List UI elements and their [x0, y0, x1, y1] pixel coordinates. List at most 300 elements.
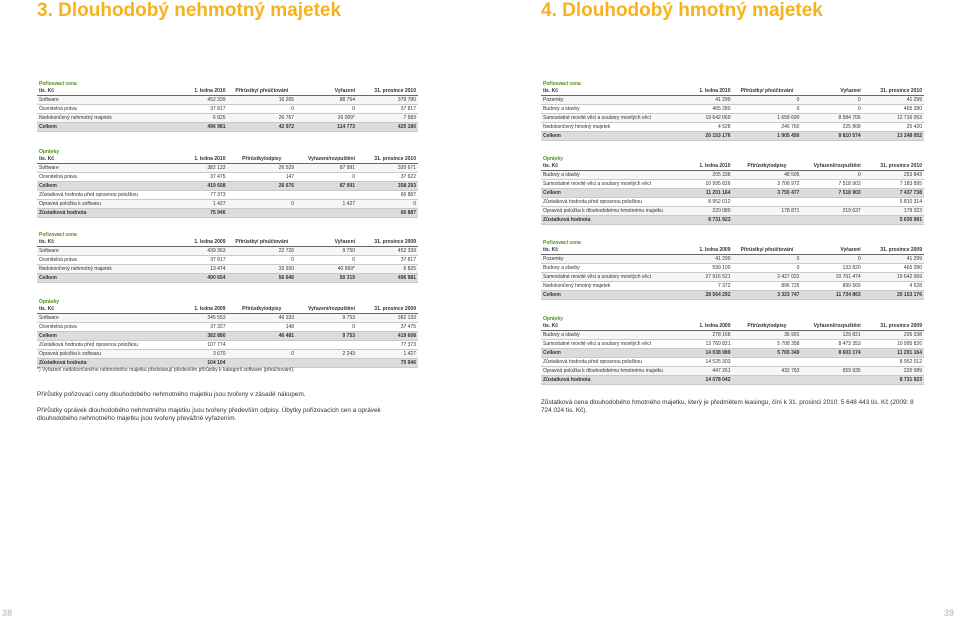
row-value: 382 880 [174, 332, 227, 341]
row-value: 40 569* [296, 265, 357, 274]
total-value [227, 209, 296, 218]
footnote: *) Vyřazení nedokončeného nehmotného majetku představují především přírůstky k kategorii software (přeúčtování). [37, 367, 295, 373]
row-value: 41 299 [679, 96, 733, 105]
header-spacer [296, 81, 357, 88]
row-value: 0 [733, 96, 802, 105]
row-value: 253 843 [863, 171, 924, 180]
row-value: 2 427 022 [733, 273, 802, 282]
table-row [37, 323, 418, 332]
left-paragraph-2: Přírůstky oprávek dlouhodobého nehmotného majetku jsou tvořeny především odpisy. Úbytky pořizovacích cen a oprávek dlouhodobého nehmotného majetku jsou tvořeny převážně vyřazením. [37, 407, 381, 422]
total-value [801, 216, 862, 225]
unit-label: tis. Kč [37, 306, 174, 314]
column-header: Vyřazení [296, 88, 357, 96]
column-header: 1. ledna 2009 [679, 323, 733, 331]
row-value: 0 [801, 171, 862, 180]
row-label: Budovy a stavby [541, 105, 679, 114]
header-spacer [733, 81, 802, 88]
header-spacer [679, 156, 733, 163]
total-label: Celkem [541, 291, 679, 300]
row-value: 179 323 [863, 207, 924, 216]
row-value [227, 191, 296, 200]
table-row [37, 350, 418, 359]
row-value: 0 [227, 256, 296, 265]
row-value: 4 528 [679, 123, 733, 132]
header-spacer [227, 149, 296, 156]
row-value: 1 427 [174, 200, 227, 209]
row-value: 37 475 [174, 173, 227, 182]
row-value: 3 706 972 [733, 180, 802, 189]
row-value: 205 338 [679, 171, 733, 180]
column-header: 31. prosince 2010 [357, 88, 418, 96]
total-value: 8 731 923 [863, 376, 924, 385]
table-row [541, 123, 924, 132]
row-value: 0 [357, 200, 418, 209]
row-value: 452 339 [174, 96, 227, 105]
total-label: Celkem [37, 274, 174, 283]
row-label: Software [37, 164, 174, 173]
total-value: 50 319 [296, 274, 357, 283]
row-value: 87 991 [296, 164, 357, 173]
column-header: 1. ledna 2010 [174, 88, 227, 96]
table-row [541, 349, 924, 358]
column-header: Vyřazení [296, 239, 357, 247]
row-value: 1 658 690 [733, 114, 802, 123]
row-value: 3 670 [174, 350, 227, 359]
row-value: 899 569 [801, 282, 862, 291]
row-label: Celkem [37, 332, 174, 341]
row-value: 278 168 [679, 331, 733, 340]
total-value: 20 153 176 [679, 132, 733, 141]
total-label: Zůstatková hodnota [541, 376, 679, 385]
total-value: 1 905 450 [733, 132, 802, 141]
intangible-adjustments-2009-table [37, 299, 418, 368]
header-spacer [296, 299, 357, 306]
row-value: 5 708 358 [733, 340, 802, 349]
header-spacer [863, 81, 924, 88]
column-header: Přírůstky/ přeúčtování [733, 88, 802, 96]
row-value: 1 427 [296, 200, 357, 209]
row-value: 0 [296, 173, 357, 182]
column-header: 1. ledna 2009 [174, 306, 227, 314]
page-number-left: 38 [2, 608, 13, 618]
row-value: 10 995 826 [679, 180, 733, 189]
total-row [541, 132, 924, 141]
table-row [541, 180, 924, 189]
column-header: Přírůstky/ přeúčtování [227, 88, 296, 96]
row-label: Zůstatková hodnota před opravnou položkou [541, 198, 679, 207]
row-value: 6 825 [174, 114, 227, 123]
row-label: Celkem [37, 182, 174, 191]
header-spacer [296, 149, 357, 156]
row-value: 0 [296, 323, 357, 332]
table-row [541, 96, 924, 105]
row-label: Pozemky [541, 96, 679, 105]
row-value: 8 952 012 [863, 358, 924, 367]
row-value: 0 [733, 264, 802, 273]
row-value: 27 916 521 [679, 273, 733, 282]
total-value [296, 209, 357, 218]
row-value: 1 427 [357, 350, 418, 359]
table-row [541, 367, 924, 376]
row-value: 465 280 [679, 105, 733, 114]
row-value: 5 810 314 [863, 198, 924, 207]
tangible-cost-2009-table [541, 240, 924, 300]
table-row [541, 189, 924, 198]
right-paragraph-1: Zůstatková cena dlouhodobého hmotného majetku, který je předmětem leasingu, činí k 31. prosinci 2010: 5 648 443 tis. Kč (2009: 8 724 024 tis. Kč). [541, 399, 914, 414]
row-value: 205 338 [863, 331, 924, 340]
row-value: 220 089 [679, 207, 733, 216]
row-value: 37 817 [357, 105, 418, 114]
right-page-heading: 4. Dlouhodobý hmotný majetek [541, 0, 823, 21]
row-label: Ocenitelná práva [37, 173, 174, 182]
row-label: Celkem [541, 349, 679, 358]
unit-label: tis. Kč [541, 88, 679, 96]
table-row [37, 332, 418, 341]
row-value: 419 608 [357, 332, 418, 341]
table-row [37, 114, 418, 123]
column-header: Přírůstky/ přeúčtování [733, 247, 802, 255]
row-value: 148 [227, 323, 296, 332]
row-value: 419 608 [174, 182, 227, 191]
row-value: 659 935 [801, 367, 862, 376]
intangible-adjustments-2010-table [37, 149, 418, 218]
tangible-cost-2010-table [541, 81, 924, 141]
column-header: Vyřazení/rozpuštění [296, 156, 357, 164]
row-value: 0 [801, 105, 862, 114]
row-value: 465 280 [863, 105, 924, 114]
unit-label: tis. Kč [541, 323, 679, 331]
total-value: 5 630 991 [863, 216, 924, 225]
row-value: 26 009* [296, 114, 357, 123]
row-label: Nedokončený nehmotný majetek [37, 114, 174, 123]
column-header: 31. prosince 2010 [357, 156, 418, 164]
row-value: 26 767 [227, 114, 296, 123]
total-row [37, 209, 418, 218]
total-row [37, 123, 418, 132]
row-value: 8 473 353 [801, 340, 862, 349]
row-value: 14 038 989 [679, 349, 733, 358]
column-header: Přírůstky/odpisy [733, 323, 802, 331]
total-label: Celkem [37, 123, 174, 132]
total-value: 28 564 292 [679, 291, 733, 300]
column-header: 31. prosince 2009 [357, 306, 418, 314]
row-value: 220 089 [863, 367, 924, 376]
row-value: 10 995 826 [863, 340, 924, 349]
table-title: Oprávky [541, 316, 679, 323]
row-value: 0 [801, 96, 862, 105]
row-value: 599 100 [679, 264, 733, 273]
row-value: 382 133 [174, 164, 227, 173]
unit-label: tis. Kč [37, 88, 174, 96]
row-value: 11 201 164 [863, 349, 924, 358]
row-value: 37 327 [174, 323, 227, 332]
total-row [37, 274, 418, 283]
row-value: 41 299 [863, 255, 924, 264]
table-title: Oprávky [37, 149, 174, 156]
row-value [801, 358, 862, 367]
header-spacer [357, 149, 418, 156]
total-value: 3 323 747 [733, 291, 802, 300]
row-value: 19 642 069 [863, 273, 924, 282]
row-value: 7 583 [357, 114, 418, 123]
row-value: 36 991 [733, 331, 802, 340]
row-value: 178 871 [733, 207, 802, 216]
total-value: 13 248 052 [863, 132, 924, 141]
row-value: 46 333 [227, 314, 296, 323]
table-title: Oprávky [541, 156, 679, 163]
header-spacer [801, 81, 862, 88]
total-label: Celkem [541, 132, 679, 141]
row-label: Opravná položka k dlouhodobému hmotnému majetku [541, 207, 679, 216]
header-spacer [679, 81, 733, 88]
column-header: Přírůstky/odpisy [227, 156, 296, 164]
table-row [541, 358, 924, 367]
row-label: Opravná položka k softwaru [37, 350, 174, 359]
row-label: Celkem [541, 189, 679, 198]
row-value: 26 676 [227, 182, 296, 191]
column-header: Vyřazení/rozpuštění [801, 163, 862, 171]
table-row [37, 341, 418, 350]
row-label: Samostatné movité věci a soubory movitých věcí [541, 273, 679, 282]
header-spacer [227, 81, 296, 88]
header-spacer [733, 156, 802, 163]
table-row [541, 282, 924, 291]
row-value: 133 820 [801, 264, 862, 273]
row-label: Pozemky [541, 255, 679, 264]
row-value: 9 753 [296, 314, 357, 323]
table-row [37, 164, 418, 173]
row-value: 0 [227, 350, 296, 359]
row-value: 447 261 [679, 367, 733, 376]
total-value: 66 887 [357, 209, 418, 218]
row-value: 25 420 [863, 123, 924, 132]
row-value: 0 [296, 105, 357, 114]
row-label: Budovy a stavby [541, 331, 679, 340]
total-value: 75 946 [174, 209, 227, 218]
table-title: Pořizovací cena [37, 81, 174, 88]
header-spacer [863, 156, 924, 163]
tangible-adjustments-2009-table [541, 316, 924, 385]
column-header: Vyřazení/rozpuštění [801, 323, 862, 331]
row-value: 13 760 821 [679, 340, 733, 349]
header-spacer [174, 232, 227, 239]
column-header: Vyřazení [801, 88, 862, 96]
total-value: 8 731 923 [679, 216, 733, 225]
total-value: 20 153 176 [863, 291, 924, 300]
row-value [733, 358, 802, 367]
row-value: 5 765 349 [733, 349, 802, 358]
total-value: 104 104 [174, 359, 227, 368]
row-value: 3 755 477 [733, 189, 802, 198]
table-title: Oprávky [37, 299, 174, 306]
page-number-right: 39 [944, 608, 955, 618]
table-row [541, 255, 924, 264]
row-value: 37 817 [174, 105, 227, 114]
row-value: 129 821 [801, 331, 862, 340]
column-header: 31. prosince 2009 [863, 247, 924, 255]
total-row [541, 376, 924, 385]
row-value: 10 701 474 [801, 273, 862, 282]
unit-label: tis. Kč [37, 156, 174, 164]
row-value: 246 760 [733, 123, 802, 132]
row-value: 7 372 [679, 282, 733, 291]
row-value [227, 341, 296, 350]
row-value: 0 [296, 256, 357, 265]
table-row [541, 171, 924, 180]
table-row [37, 96, 418, 105]
row-value: 77 373 [357, 341, 418, 350]
row-value [801, 198, 862, 207]
row-value: 66 887 [357, 191, 418, 200]
row-value: 0 [733, 105, 802, 114]
row-value: 7 183 895 [863, 180, 924, 189]
row-value: 2 243 [296, 350, 357, 359]
table-row [541, 198, 924, 207]
row-label: Samostatné movité věci a soubory movitých věcí [541, 114, 679, 123]
header-spacer [679, 240, 733, 247]
row-value: 8 952 012 [679, 198, 733, 207]
row-value: 37 817 [357, 256, 418, 265]
row-value: 452 339 [357, 247, 418, 256]
row-value: 379 780 [357, 96, 418, 105]
table-row [37, 182, 418, 191]
unit-label: tis. Kč [541, 247, 679, 255]
row-value: 8 603 174 [801, 349, 862, 358]
row-value: 382 133 [357, 314, 418, 323]
row-value: 77 373 [174, 191, 227, 200]
total-value: 490 654 [174, 274, 227, 283]
total-value: 425 180 [357, 123, 418, 132]
row-label: Ocenitelná práva [37, 105, 174, 114]
header-spacer [296, 232, 357, 239]
table-row [541, 114, 924, 123]
header-spacer [174, 299, 227, 306]
total-label: Zůstatková hodnota [37, 359, 174, 368]
row-value: 9 750 [296, 247, 357, 256]
column-header: Vyřazení [801, 247, 862, 255]
row-value: 16 205 [227, 96, 296, 105]
tangible-adjustments-2010-table [541, 156, 924, 225]
row-value: 0 [227, 200, 296, 209]
row-label: Samostatné movité věci a soubory movitých věcí [541, 340, 679, 349]
row-value: 219 637 [801, 207, 862, 216]
total-value: 56 646 [227, 274, 296, 283]
header-spacer [801, 316, 862, 323]
row-label: Zůstatková hodnota před opravnou položkou [541, 358, 679, 367]
left-paragraph-1: Přírůstky pořizovací ceny dlouhodobého nehmotného majetku jsou tvořeny v zásadě nákupem. [37, 391, 306, 398]
total-value: 11 734 863 [801, 291, 862, 300]
row-value [296, 191, 357, 200]
column-header: 31. prosince 2010 [863, 88, 924, 96]
row-value: 4 528 [863, 282, 924, 291]
row-value: 432 763 [733, 367, 802, 376]
column-header: 1. ledna 2010 [174, 156, 227, 164]
row-value: 107 774 [174, 341, 227, 350]
row-value: 7 518 903 [801, 189, 862, 198]
column-header: 31. prosince 2009 [863, 323, 924, 331]
row-value: 345 553 [174, 314, 227, 323]
table-row [37, 173, 418, 182]
table-row [541, 207, 924, 216]
table-row [37, 256, 418, 265]
row-label: Nedokončený hmotný majetek [541, 123, 679, 132]
row-value: 6 825 [357, 265, 418, 274]
row-value: 12 716 053 [863, 114, 924, 123]
row-value: 48 505 [733, 171, 802, 180]
row-value: 22 726 [227, 247, 296, 256]
total-value: 496 981 [174, 123, 227, 132]
row-value: 87 991 [296, 182, 357, 191]
row-value: 147 [227, 173, 296, 182]
row-value: 37 475 [357, 323, 418, 332]
row-value: 41 299 [863, 96, 924, 105]
intangible-cost-2010-table [37, 81, 418, 132]
header-spacer [733, 316, 802, 323]
table-row [37, 105, 418, 114]
table-title: Pořizovací cena [541, 240, 679, 247]
header-spacer [227, 232, 296, 239]
row-label: Software [37, 96, 174, 105]
intangible-cost-2009-table [37, 232, 418, 283]
header-spacer [801, 240, 862, 247]
total-value: 42 972 [227, 123, 296, 132]
row-label: Budovy a stavby [541, 264, 679, 273]
row-label: Software [37, 247, 174, 256]
table-title: Pořizovací cena [37, 232, 174, 239]
row-label: Nedokončený nehmotný majetek [37, 265, 174, 274]
header-spacer [357, 299, 418, 306]
left-page-heading: 3. Dlouhodobý nehmotný majetek [37, 0, 342, 21]
row-value: 320 671 [357, 164, 418, 173]
header-spacer [174, 81, 227, 88]
row-value: 19 642 069 [679, 114, 733, 123]
column-header: 1. ledna 2010 [679, 163, 733, 171]
total-value [801, 376, 862, 385]
table-row [37, 200, 418, 209]
column-header: Přírůstky/odpisy [733, 163, 802, 171]
total-value: 14 078 042 [679, 376, 733, 385]
total-value: 114 773 [296, 123, 357, 132]
table-row [37, 265, 418, 274]
row-label: Opravná položka k dlouhodobému hmotnému majetku [541, 367, 679, 376]
header-spacer [357, 232, 418, 239]
row-value: 46 481 [227, 332, 296, 341]
header-spacer [863, 240, 924, 247]
total-label: Zůstatková hodnota [541, 216, 679, 225]
total-value: 496 981 [357, 274, 418, 283]
table-title: Pořizovací cena [541, 81, 679, 88]
row-value: 225 868 [801, 123, 862, 132]
row-value: 896 725 [733, 282, 802, 291]
column-header: 31. prosince 2010 [863, 163, 924, 171]
total-row [541, 216, 924, 225]
row-value: 7 437 738 [863, 189, 924, 198]
row-label: Samostatné movité věci a soubory movitých věcí [541, 180, 679, 189]
row-value: 37 622 [357, 173, 418, 182]
table-row [541, 105, 924, 114]
column-header: 1. ledna 2009 [174, 239, 227, 247]
row-label: Nedokončený hmotný majetek [541, 282, 679, 291]
row-value: 88 764 [296, 96, 357, 105]
row-value: 41 299 [679, 255, 733, 264]
column-header: Přírůstky/ přeúčtování [227, 239, 296, 247]
row-value: 33 920 [227, 265, 296, 274]
header-spacer [679, 316, 733, 323]
column-header: 1. ledna 2010 [679, 88, 733, 96]
header-spacer [174, 149, 227, 156]
row-value: 13 474 [174, 265, 227, 274]
total-value: 75 946 [357, 359, 418, 368]
